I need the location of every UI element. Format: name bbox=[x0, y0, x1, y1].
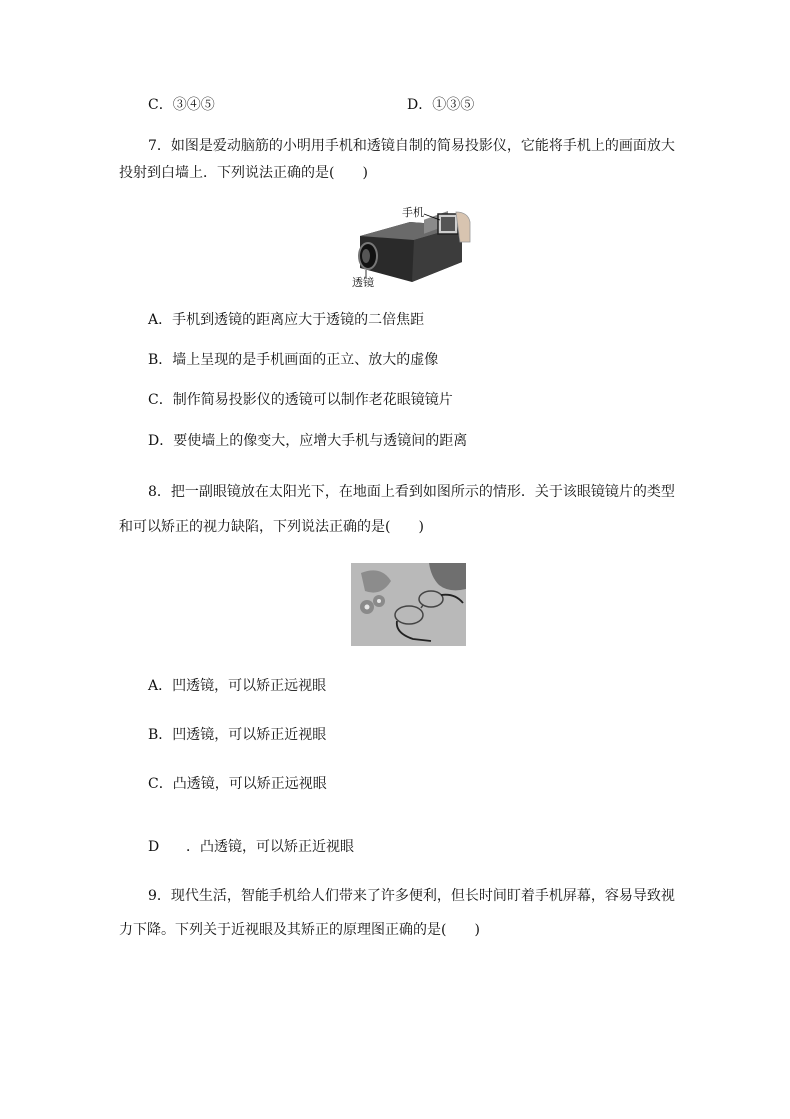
glasses-photo bbox=[351, 563, 466, 646]
q9-stem-line1: 9．现代生活，智能手机给人们带来了许多便利，但长时间盯着手机屏幕，容易导致视 bbox=[148, 888, 675, 904]
q6-option-d: D．①③⑤ bbox=[407, 97, 475, 113]
q7-option-c: C．制作简易投影仪的透镜可以制作老花眼镜镜片 bbox=[148, 392, 453, 408]
phone-screen bbox=[441, 217, 455, 231]
glasses-illustration bbox=[351, 563, 466, 646]
q7-option-b: B．墙上呈现的是手机画面的正立、放大的虚像 bbox=[148, 352, 439, 368]
q9-stem-line2: 力下降。下列关于近视眼及其矫正的原理图正确的是( ) bbox=[119, 922, 480, 938]
q7-option-d: D．要使墙上的像变大，应增大手机与透镜间的距离 bbox=[148, 433, 468, 449]
q8-option-b: B．凹透镜，可以矫正近视眼 bbox=[148, 727, 327, 743]
q6-option-c: C．③④⑤ bbox=[148, 97, 215, 113]
q7-stem-line2: 投射到白墙上．下列说法正确的是( ) bbox=[119, 165, 368, 181]
q8-stem-line2: 和可以矫正的视力缺陷，下列说法正确的是( ) bbox=[119, 519, 424, 535]
projector-figure bbox=[352, 202, 472, 290]
lens-glass bbox=[362, 249, 370, 263]
q8-option-d-text: ．凸透镜，可以矫正近视眼 bbox=[186, 839, 354, 855]
q8-option-a: A．凹透镜，可以矫正远视眼 bbox=[148, 678, 327, 694]
q8-option-d-letter: D bbox=[148, 839, 160, 855]
q8-option-c: C．凸透镜，可以矫正远视眼 bbox=[148, 776, 327, 792]
phone-label: 手机 bbox=[402, 206, 424, 219]
light-spot-right bbox=[377, 599, 381, 603]
q8-stem-line1: 8．把一副眼镜放在太阳光下，在地面上看到如图所示的情形．关于该眼镜镜片的类型 bbox=[148, 484, 675, 500]
q7-stem-line1: 7．如图是爱动脑筋的小明用手机和透镜自制的简易投影仪，它能将手机上的画面放大 bbox=[148, 138, 675, 154]
light-spot-left bbox=[365, 605, 370, 610]
lens-label: 透镜 bbox=[352, 276, 374, 289]
q7-option-a: A．手机到透镜的距离应大于透镜的二倍焦距 bbox=[148, 312, 425, 328]
